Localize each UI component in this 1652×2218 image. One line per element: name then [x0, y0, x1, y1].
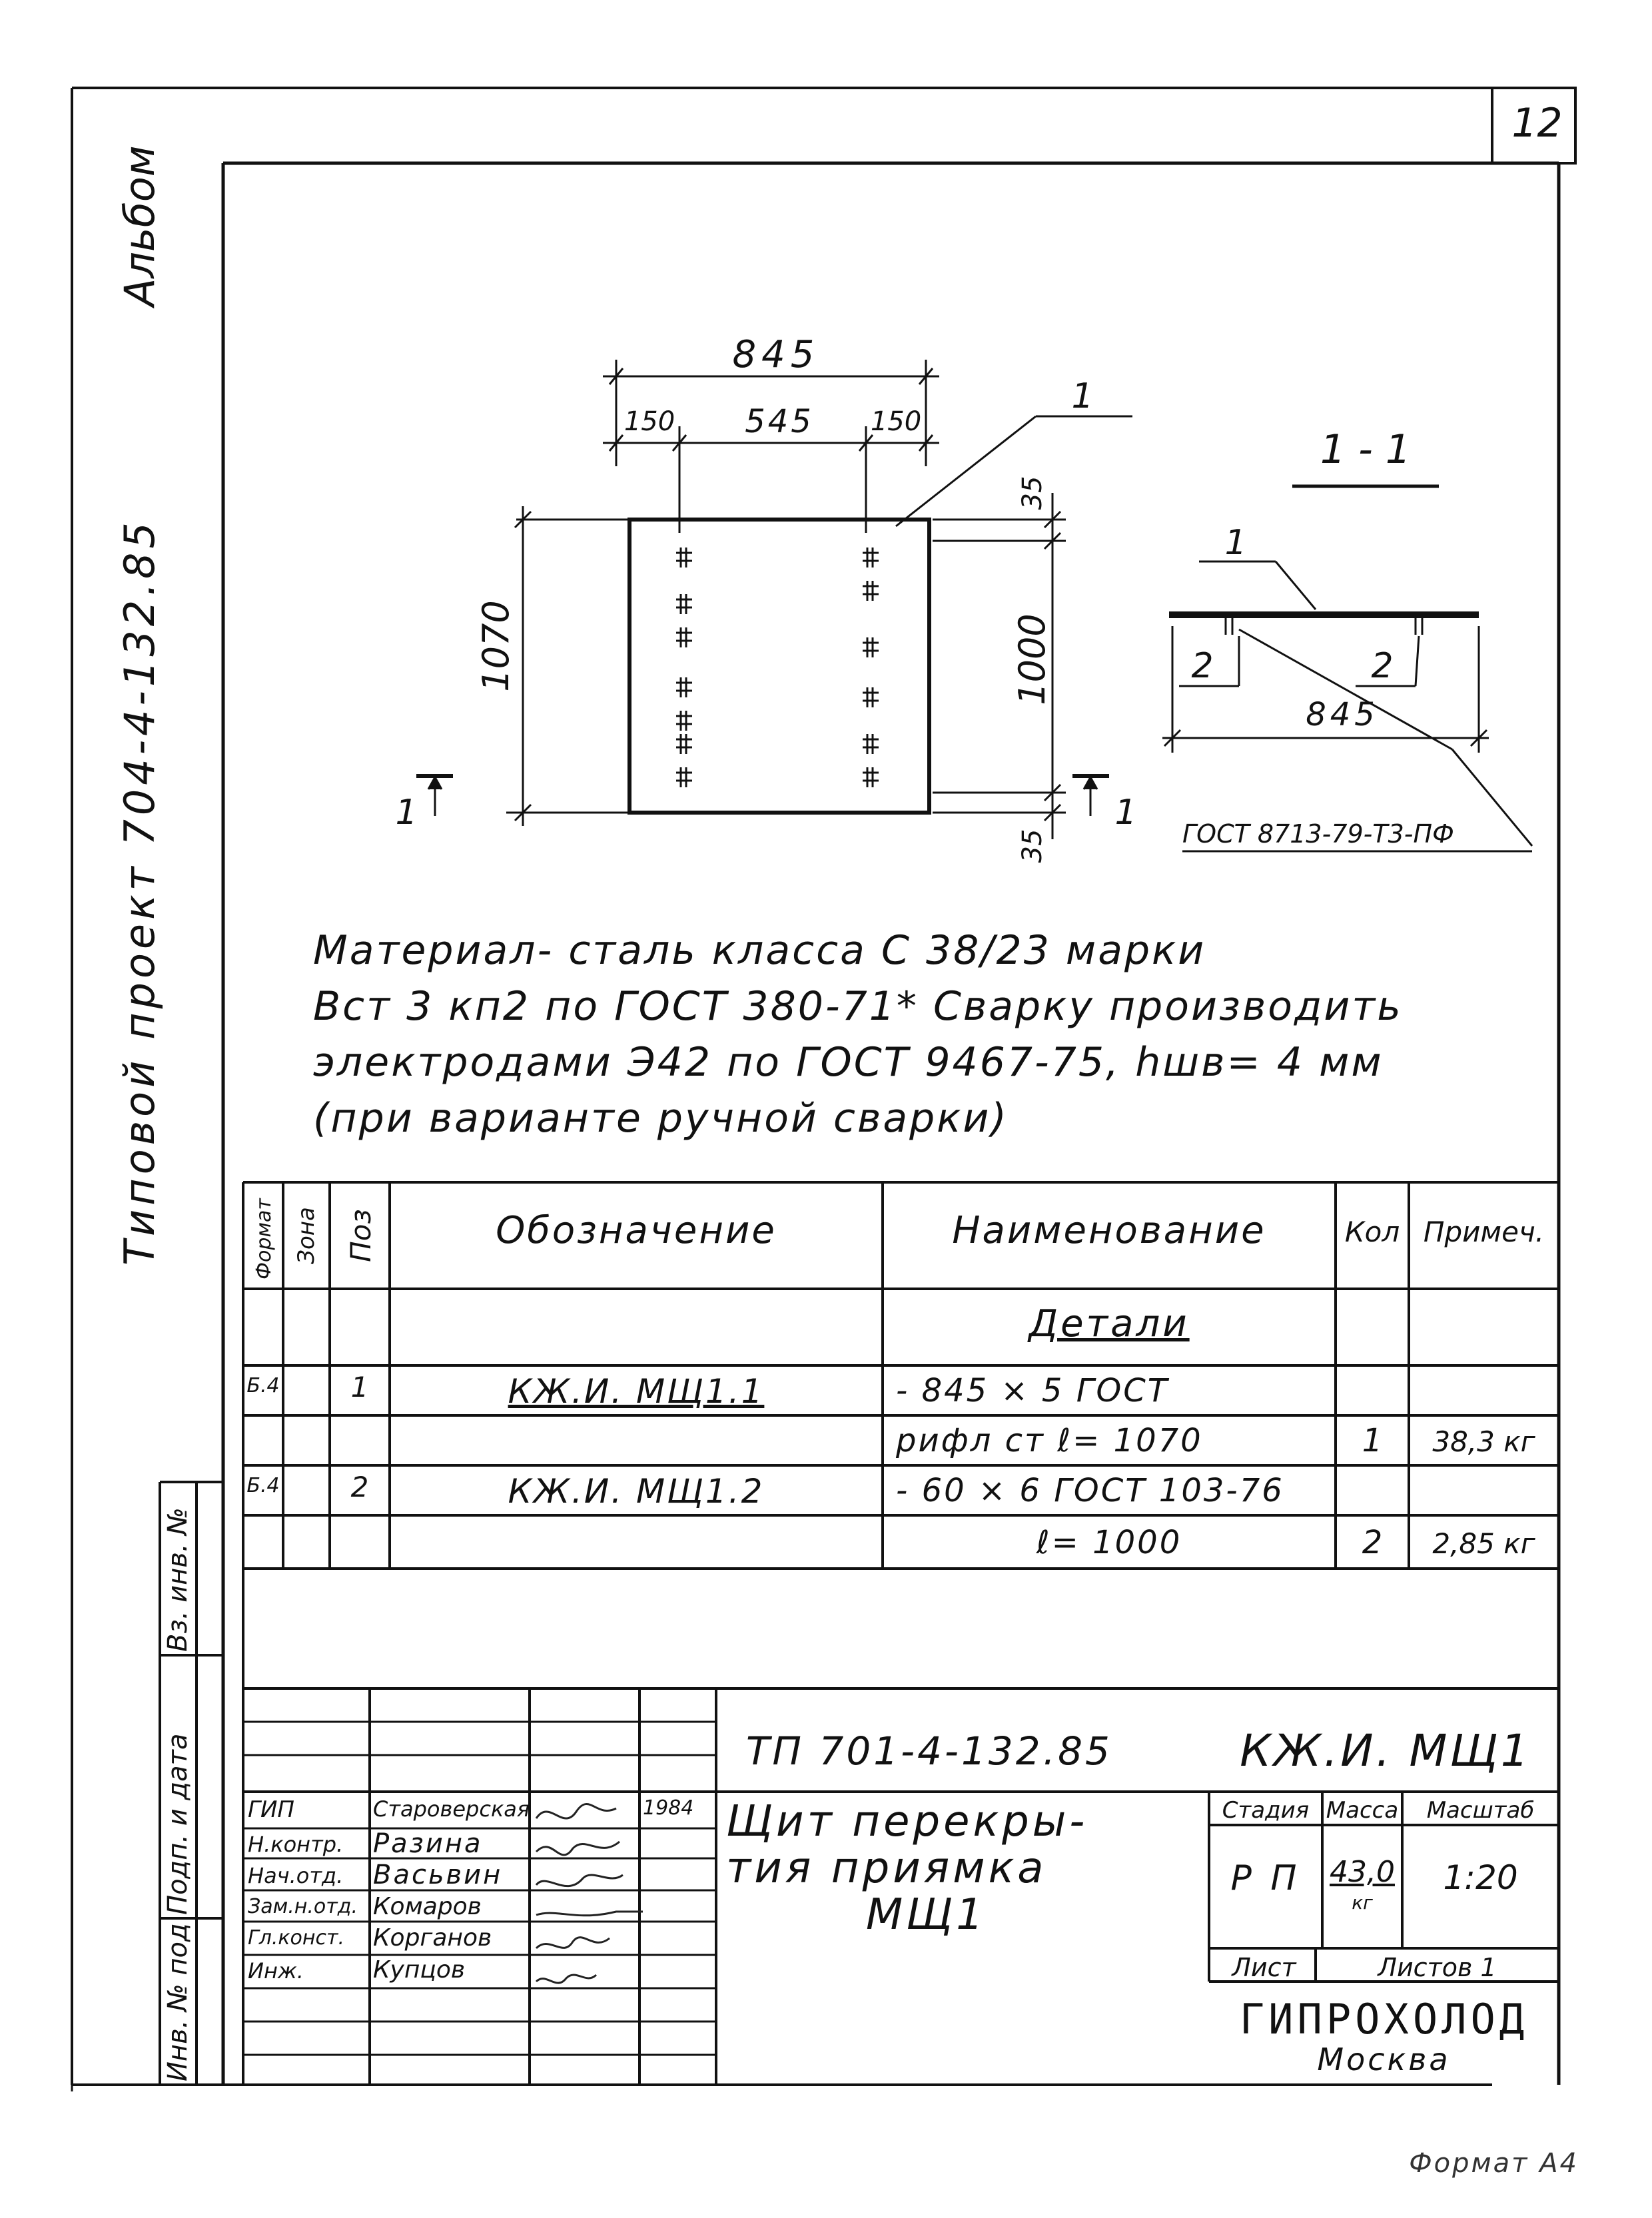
header-designation: Обозначение [496, 1209, 777, 1252]
cut-mark-left-label: 1 [395, 793, 418, 833]
sheets-label: Листов 1 [1378, 1953, 1497, 1982]
scale-label: Масштаб [1426, 1797, 1535, 1824]
row2-qty: 1 [1362, 1422, 1383, 1459]
row1-designation: КЖ.И. МЩ1.1 [508, 1372, 765, 1411]
row3-format: Б.4 [246, 1474, 280, 1497]
staff-role-4: Зам.н.отд. [248, 1895, 358, 1918]
side-text-album: Альбом [115, 145, 164, 306]
doc-code: ТП 701-4-132.85 [746, 1728, 1112, 1774]
weld-marks-right [863, 548, 879, 787]
mass-value: 43,0 [1330, 1855, 1395, 1889]
header-name: Наименование [952, 1209, 1266, 1252]
side-text-project: Типовой проект 704-4-132.85 [115, 518, 164, 1266]
note-line-2: Вст 3 кп2 по ГОСТ 380-71* Сварку производить [313, 983, 1403, 1030]
signature-5 [536, 1938, 610, 1948]
note-line-1: Материал- сталь класса С 38/23 марки [313, 927, 1206, 974]
section-width: 845 [1306, 696, 1379, 733]
organization-city: Москва [1317, 2041, 1451, 2077]
row3-designation: КЖ.И. МЩ1.2 [508, 1472, 765, 1511]
signatures [530, 1792, 716, 2058]
staff-name-3: Васьвин [373, 1860, 503, 1890]
title-line-2: тия приямка [726, 1844, 1047, 1893]
signature-4 [536, 1912, 643, 1916]
section-callout-2b: 2 [1371, 646, 1394, 686]
staff-name-4: Комаров [373, 1893, 482, 1920]
format-label: Формат А4 [1409, 2148, 1579, 2179]
signature-1 [536, 1804, 616, 1818]
row3-name: - 60 × 6 ГОСТ 103-76 [896, 1472, 1284, 1509]
dim-left-150: 150 [623, 406, 675, 437]
row1-format: Б.4 [246, 1374, 280, 1397]
row1-pos: 1 [350, 1371, 369, 1403]
signature-2 [536, 1842, 620, 1855]
signature-3 [536, 1875, 623, 1886]
section-callout-1-leader [1276, 561, 1316, 609]
section-ribs [1226, 618, 1422, 635]
stamp-sign-date: Подп. и дата [163, 1733, 193, 1915]
row2-name: рифл ст ℓ= 1070 [896, 1422, 1203, 1459]
staff-role-3: Нач.отд. [248, 1863, 344, 1888]
signature-6 [536, 1975, 596, 1983]
stage-value: Р П [1230, 1858, 1301, 1898]
organization: ГИПРОХОЛОД [1239, 1995, 1529, 2043]
header-zone: Зона [293, 1207, 320, 1264]
section-callout-2b-leader [1416, 636, 1419, 686]
dim-inner-height: 1000 [1011, 613, 1053, 705]
staff-name-1: Староверская [373, 1796, 530, 1822]
dim-overall-width: 845 [732, 333, 820, 376]
row2-note: 38,3 кг [1432, 1425, 1535, 1458]
title-line-3: МЩ1 [866, 1890, 987, 1940]
header-format: Формат [252, 1198, 276, 1280]
mass-unit: кг [1352, 1892, 1373, 1914]
table-section-title: Детали [1029, 1302, 1190, 1345]
staff-role-1: ГИП [248, 1796, 294, 1823]
row4-note: 2,85 кг [1432, 1527, 1535, 1560]
notes-block [313, 923, 1532, 1146]
sheet-label: Лист [1232, 1953, 1296, 1982]
stamp-inv-zam: Вз. инв. № [163, 1507, 193, 1652]
mass-label: Масса [1326, 1797, 1399, 1824]
section-callout-1: 1 [1224, 523, 1247, 563]
note-line-3: электродами Э42 по ГОСТ 9467-75, hшв= 4 мм [313, 1039, 1384, 1086]
weld-note: ГОСТ 8713-79-Т3-ПФ [1182, 819, 1454, 849]
staff-date-1: 1984 [643, 1796, 694, 1820]
dim-bottom-offset: 35 [1017, 829, 1048, 863]
row1-name: - 845 × 5 ГОСТ [896, 1372, 1170, 1409]
dim-top-offset: 35 [1017, 476, 1048, 510]
scale-value: 1:20 [1443, 1858, 1518, 1897]
header-note: Примеч. [1423, 1216, 1545, 1248]
weld-marks-left [676, 548, 692, 787]
doc-mark: КЖ.И. МЩ1 [1240, 1725, 1531, 1776]
header-qty: Кол [1344, 1216, 1400, 1248]
note-line-4: (при варианте ручной сварки) [313, 1095, 1009, 1142]
plate-outline [629, 520, 929, 813]
staff-role-6: Инж. [248, 1958, 304, 1984]
page-number: 12 [1511, 100, 1563, 147]
staff-role-2: Н.контр. [248, 1832, 344, 1857]
stamp-inv-podl: Инв. № под [163, 1923, 193, 2081]
header-pos: Поз [344, 1209, 377, 1262]
row4-name: ℓ= 1000 [1036, 1524, 1182, 1561]
staff-name-5: Корганов [373, 1924, 492, 1952]
dim-overall-height: 1070 [475, 600, 517, 692]
plan-callout-1: 1 [1071, 376, 1094, 416]
dim-mid-545: 545 [745, 403, 814, 440]
staff-name-2: Разина [373, 1828, 483, 1859]
cut-mark-right-label: 1 [1114, 793, 1137, 833]
title-line-1: Щит перекры- [726, 1797, 1088, 1846]
staff-role-5: Гл.конст. [248, 1926, 345, 1950]
stage-label: Стадия [1222, 1797, 1310, 1824]
row3-pos: 2 [350, 1471, 369, 1503]
section-title: 1 - 1 [1320, 426, 1412, 473]
row4-qty: 2 [1362, 1524, 1383, 1561]
dim-right-150: 150 [870, 406, 922, 437]
title-lines [726, 1798, 1206, 1938]
staff-name-6: Купцов [373, 1956, 466, 1984]
section-callout-2a: 2 [1191, 646, 1214, 686]
